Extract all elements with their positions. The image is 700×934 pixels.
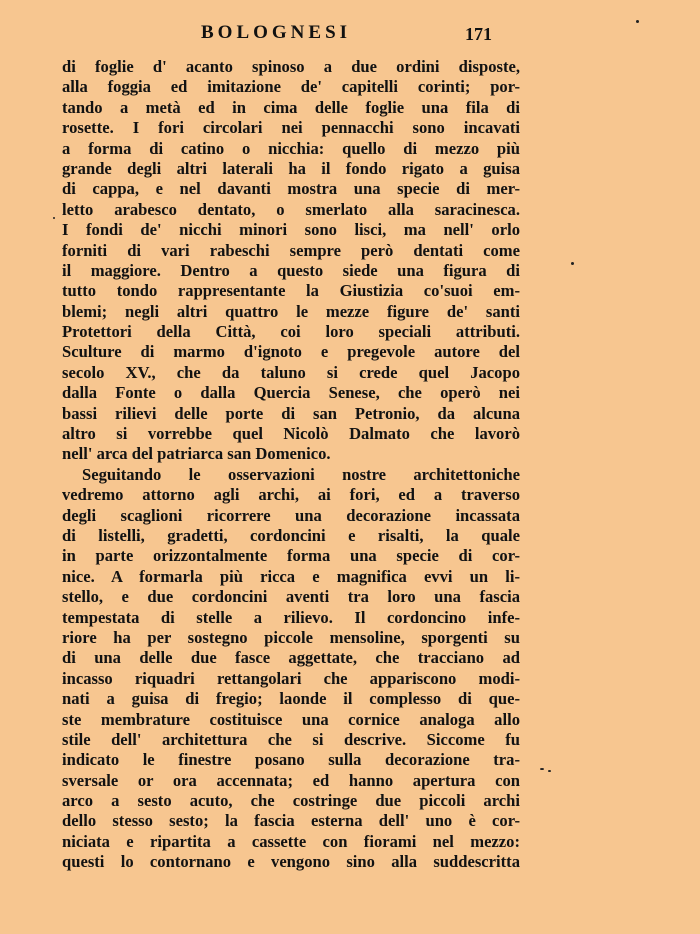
- text-line: arco a sesto acuto, che costringe due piccoli archi: [62, 791, 520, 811]
- ink-speck: [53, 217, 55, 219]
- text-line: stello, e due cordoncini aventi tra loro una fascia: [62, 587, 520, 607]
- text-line: ste membrature costituisce una cornice analoga allo: [62, 709, 520, 729]
- text-line: di foglie d' acanto spinoso a due ordini disposte,: [62, 57, 520, 76]
- text-line: sversale or ora accennata; ed hanno apertura con: [62, 770, 520, 790]
- text-line: di una delle due fasce aggettate, che tracciano ad: [62, 648, 520, 668]
- text-line: blemi; negli altri quattro le mezze figure de' santi: [62, 301, 520, 321]
- text-line: a forma di catino o nicchia: quello di mezzo più: [62, 138, 520, 158]
- text-line: Protettori della Città, coi loro speciali attributi.: [62, 322, 520, 342]
- text-line: di cappa, e nel davanti mostra una specie di mer-: [62, 179, 520, 199]
- text-line: riore ha per sostegno piccole mensoline, sporgenti su: [62, 627, 520, 647]
- text-line: dalla Fonte o dalla Quercia Senese, che operò nei: [62, 383, 520, 403]
- running-head: [0, 22, 700, 46]
- text-line: stile dell' architettura che si descrive. Siccome fu: [62, 729, 520, 749]
- ink-speck: [571, 262, 574, 265]
- text-line: nell' arca del patriarca san Domenico.: [62, 444, 331, 464]
- text-line: in parte orizzontalmente forma una specie di cor-: [62, 546, 520, 566]
- page-number: 171: [465, 24, 492, 44]
- ink-speck: [548, 770, 551, 772]
- text-line: bassi rilievi delle porte di san Petronio, da alcuna: [62, 403, 520, 423]
- text-line: niciata e ripartita a cassette con fiorami nel mezzo:: [62, 831, 520, 851]
- running-title: BOLOGNESI: [201, 22, 352, 43]
- text-line: di listelli, gradetti, cordoncini e risalti, la quale: [62, 525, 520, 545]
- text-line: il maggiore. Dentro a questo siede una figura di: [62, 260, 520, 280]
- text-line: I fondi de' nicchi minori sono lisci, ma nell' orlo: [62, 220, 520, 240]
- text-line: nice. A formarla più ricca e magnifica evvi un li-: [62, 566, 520, 586]
- ink-speck: [540, 768, 544, 770]
- ink-speck: [636, 20, 639, 23]
- text-line: Seguitando le osservazioni nostre architettoniche: [82, 464, 520, 484]
- text-line: Sculture di marmo d'ignoto e pregevole autore del: [62, 342, 520, 362]
- text-line: indicato le finestre posano sulla decorazione tra-: [62, 750, 520, 770]
- text-line: alla foggia ed imitazione de' capitelli corinti; por-: [62, 77, 520, 97]
- text-line: tempestata di stelle a rilievo. Il cordoncino infe-: [62, 607, 520, 627]
- text-line: degli scaglioni ricorrere una decorazione incassata: [62, 505, 520, 525]
- text-line: tutto tondo rappresentante la Giustizia co'suoi em-: [62, 281, 520, 301]
- text-line: nati a guisa di fregio; laonde il complesso di que-: [62, 689, 520, 709]
- text-line: incasso riquadri rettangolari che appariscono modi-: [62, 668, 520, 688]
- text-line: altro si vorrebbe quel Nicolò Dalmato che lavorò: [62, 424, 520, 444]
- text-line: forniti di vari rabeschi sempre però dentati come: [62, 240, 520, 260]
- text-line: questi lo contornano e vengono sino alla suddescritta: [62, 852, 520, 872]
- text-line: secolo XV., che da taluno si crede quel Jacopo: [62, 362, 520, 382]
- text-line: dello stesso sesto; la fascia esterna dell' uno è cor-: [62, 811, 520, 831]
- text-line: rosette. I fori circolari nei pennacchi sono incavati: [62, 118, 520, 138]
- text-line: grande degli altri laterali ha il fondo rigato a guisa: [62, 158, 520, 178]
- text-line: vedremo attorno agli archi, ai fori, ed a traverso: [62, 485, 520, 505]
- body-text: [62, 57, 520, 873]
- text-line: letto arabesco dentato, o smerlato alla saracinesca.: [62, 199, 520, 219]
- text-line: tando a metà ed in cima delle foglie una fila di: [62, 97, 520, 117]
